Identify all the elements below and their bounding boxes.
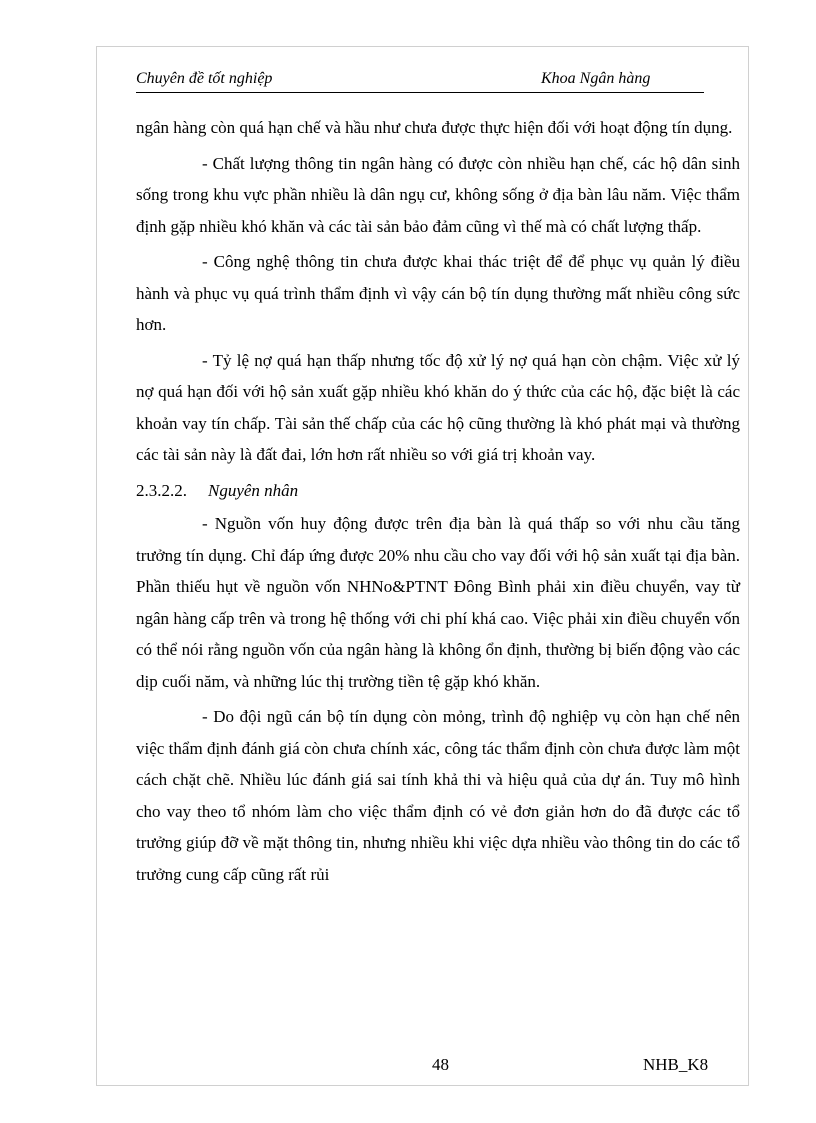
page-number: 48	[432, 1055, 449, 1074]
section-number: 2.3.2.2.	[136, 480, 187, 500]
paragraph: - Chất lượng thông tin ngân hàng có được còn nhiều hạn chế, các hộ dân sinh sống trong khu vực phần nhiều là dân ngụ cư, không sống ở địa bàn lâu năm. Việc thẩm định gặp nhiều khó khăn và các tài sản bảo đảm cũng vì thế mà có chất lượng thấp.	[136, 153, 740, 236]
paragraph: - Công nghệ thông tin chưa được khai thác triệt để để phục vụ quản lý điều hành và phục vụ quá trình thẩm định vì vậy cán bộ tín dụng thường mất nhiều công sức hơn.	[136, 252, 740, 334]
section-heading	[136, 475, 740, 507]
document-body	[136, 112, 740, 894]
footer-code: NHB_K8	[643, 1055, 709, 1074]
paragraph: - Do đội ngũ cán bộ tín dụng còn mỏng, trình độ nghiệp vụ còn hạn chế nên việc thẩm định đánh giá còn chưa chính xác, công tác thẩm định còn chưa được làm một cách chặt chẽ. Nhiều lúc đánh giá sai tính khả thi và hiệu quả của dự án. Tuy mô hình cho vay theo tổ nhóm làm cho việc thẩm định có vẻ đơn giản hơn do đã được các tổ trưởng giúp đỡ về mặt thông tin, nhưng nhiều khi việc dựa nhiều vào thông tin do các tổ trưởng cung cấp cũng rất rủi	[136, 707, 740, 884]
paragraph: - Tỷ lệ nợ quá hạn thấp nhưng tốc độ xử lý nợ quá hạn còn chậm. Việc xử lý nợ quá hạn đối với hộ sản xuất gặp nhiều khó khăn do ý thức của các hộ, đặc biệt là các khoản vay tín chấp. Tài sản thế chấp của các hộ cũng thường là khó phát mại và thường các tài sản này là đất đai, lớn hơn rất nhiều so với giá trị khoản vay.	[136, 350, 740, 464]
section-title: Nguyên nhân	[208, 480, 299, 500]
page-footer	[0, 1055, 816, 1079]
paragraph: ngân hàng còn quá hạn chế và hầu như chưa được thực hiện đối với hoạt động tín dụng.	[136, 118, 733, 137]
page-header	[136, 68, 704, 93]
header-right-title: Khoa Ngân hàng	[541, 70, 651, 87]
header-left-title: Chuyên đề tốt nghiệp	[136, 70, 273, 87]
paragraph: - Nguồn vốn huy động được trên địa bàn là quá thấp so với nhu cầu tăng trưởng tín dụng. Chỉ đáp ứng được 20% nhu cầu cho vay đối với hộ sản xuất tại địa bàn. Phần thiếu hụt về nguồn vốn NHNo&PTNT Đông Bình phải xin điều chuyển, vay từ ngân hàng cấp trên và trong hệ thống với chi phí khá cao. Việc phải xin điều chuyển vốn có thể nói rằng nguồn vốn của ngân hàng là không ổn định, thường bị biến động vào các dịp cuối năm, và những lúc thị trường tiền tệ gặp khó khăn.	[136, 514, 740, 691]
